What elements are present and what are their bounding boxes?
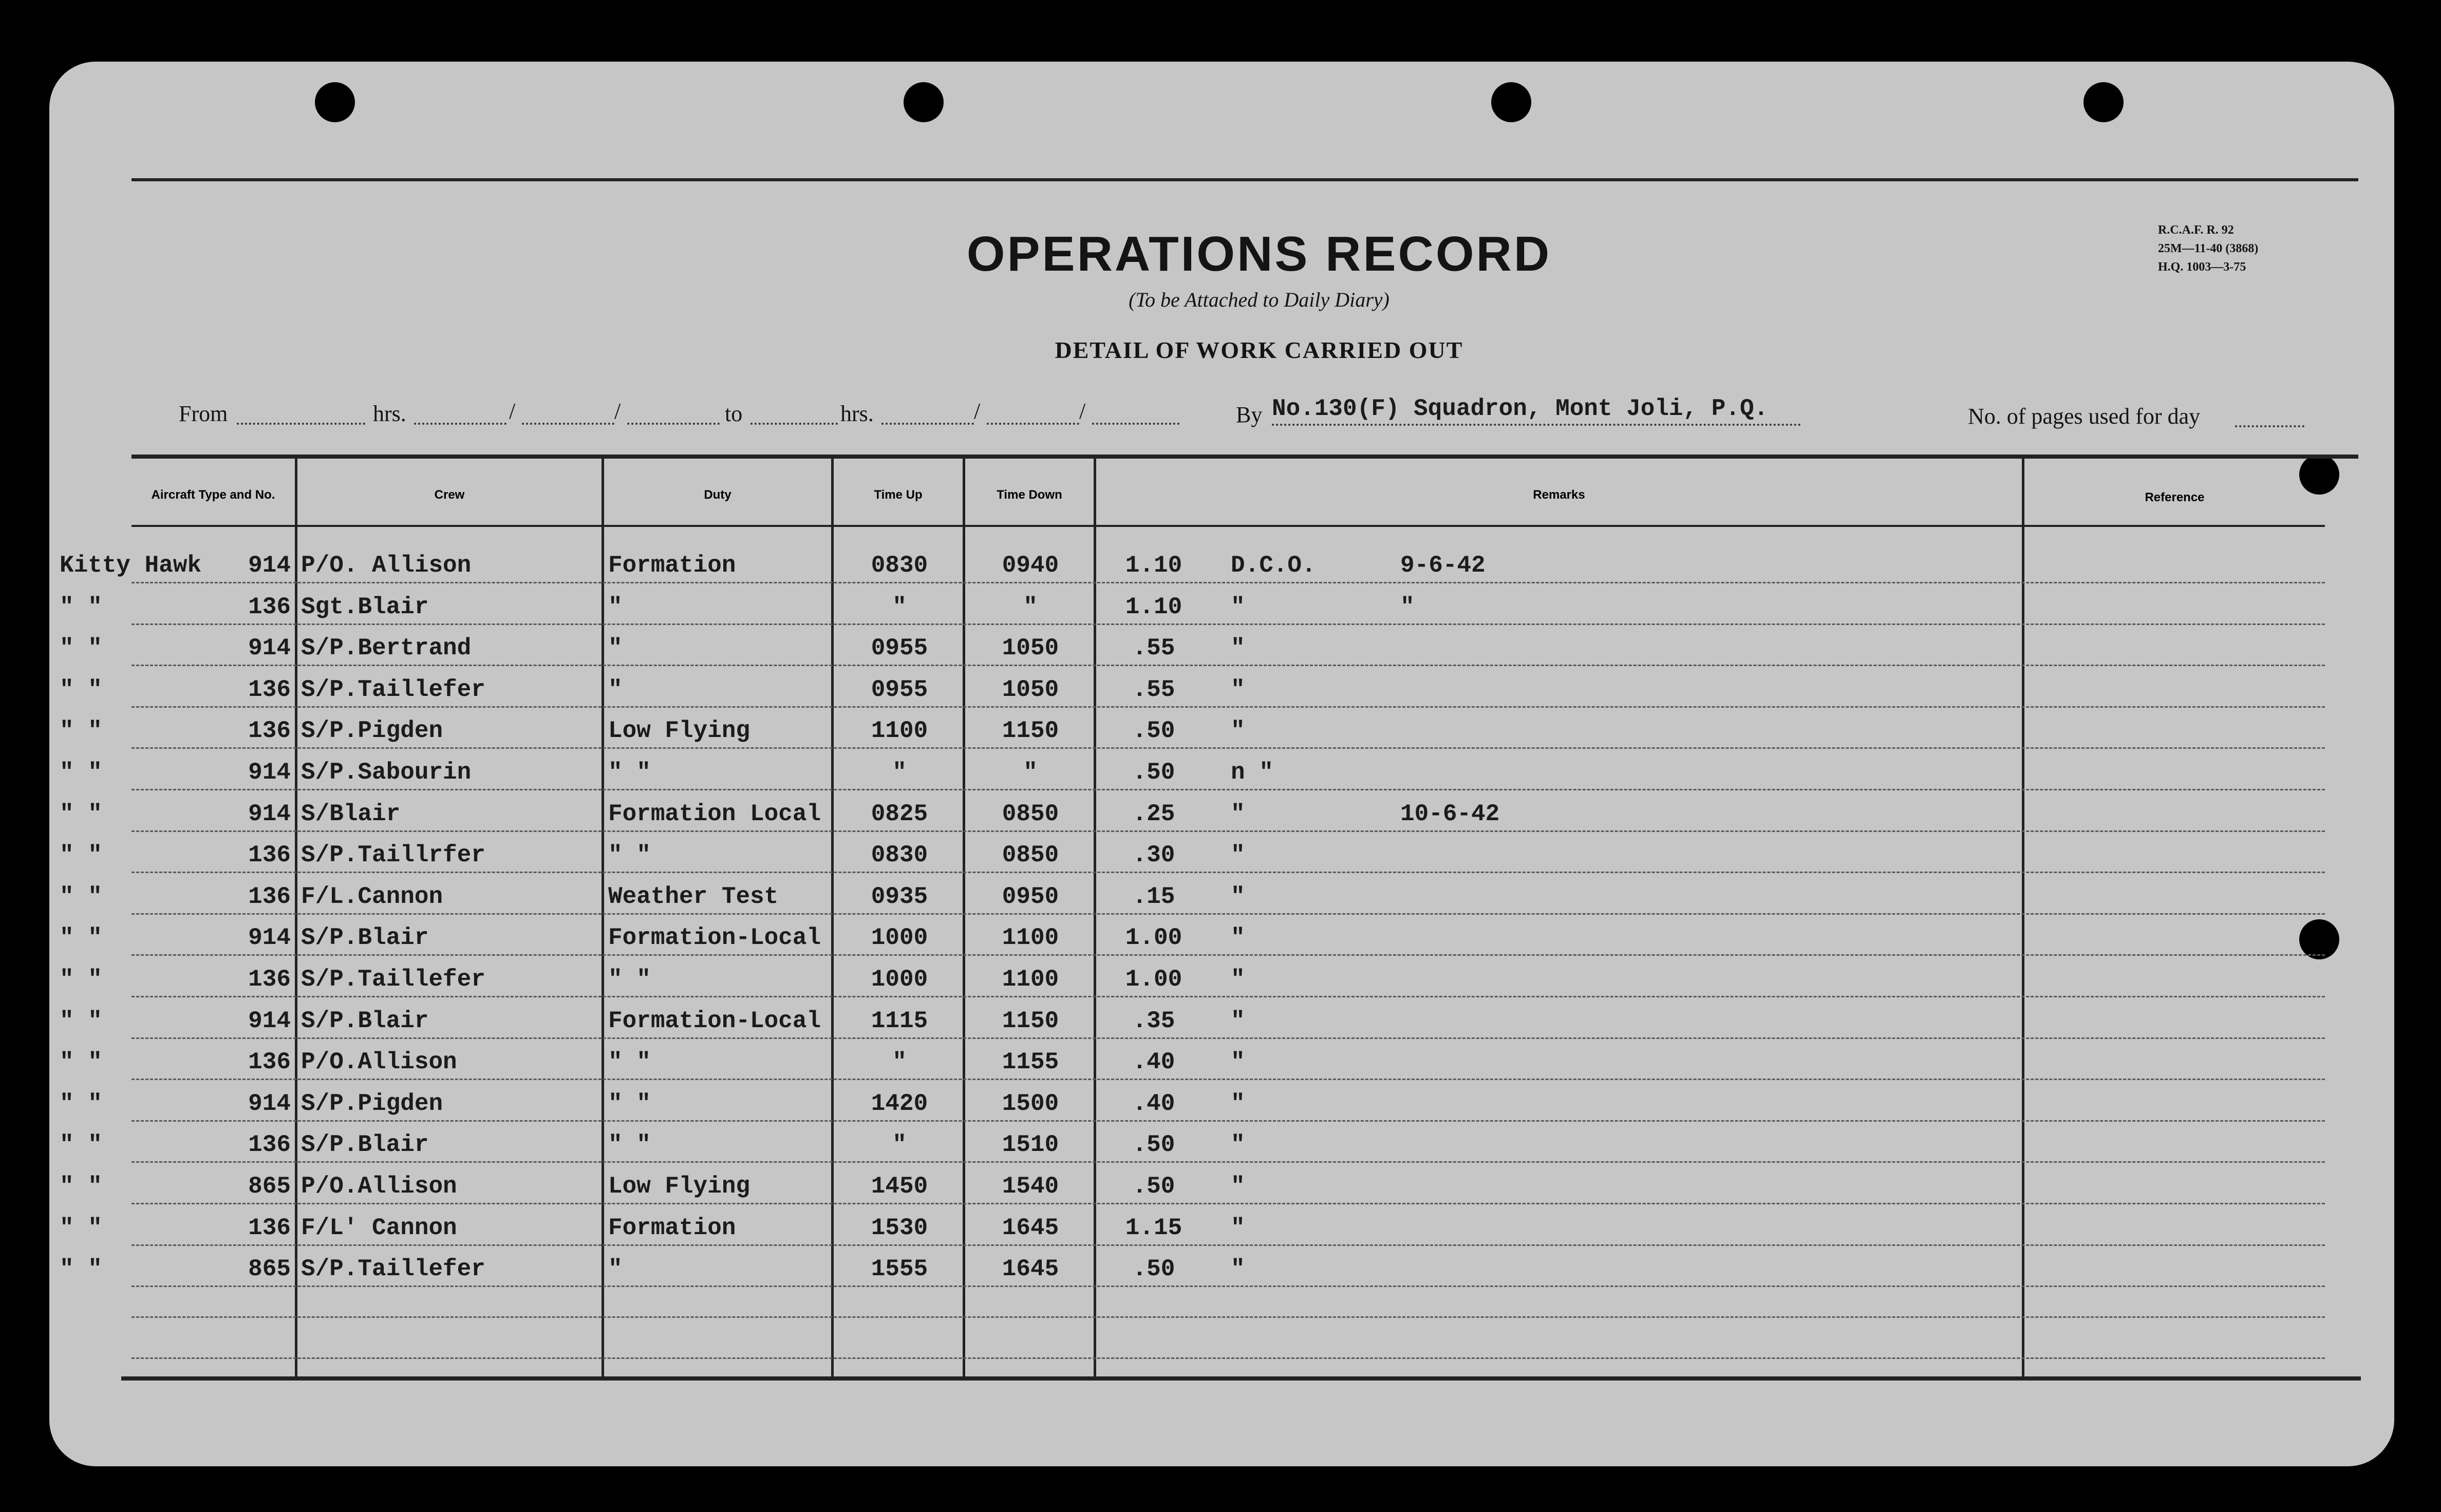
cell-down: ": [1023, 759, 1038, 786]
cell-no: 136: [248, 966, 291, 993]
cell-hrs: .50: [1132, 1173, 1175, 1200]
cell-duty: ": [608, 593, 623, 620]
cell-date: 10-6-42: [1400, 800, 1500, 827]
cell-up: 1555: [871, 1256, 928, 1283]
cell-duty: Formation-Local: [608, 924, 821, 952]
cell-type: " ": [60, 1214, 102, 1241]
punch-hole: [1491, 82, 1531, 122]
col-divider: [295, 457, 297, 1376]
cell-down: 0940: [1002, 552, 1059, 579]
cell-down: 1500: [1002, 1090, 1059, 1117]
row-rule: [132, 1079, 2325, 1080]
row-rule: [132, 1286, 2325, 1287]
row-rule: [132, 1357, 2325, 1359]
cell-hrs: .55: [1132, 635, 1175, 662]
cell-hrs: .40: [1132, 1049, 1175, 1076]
cell-type: " ": [60, 1256, 102, 1283]
cell-no: 136: [248, 593, 291, 620]
cell-down: 1100: [1002, 966, 1059, 993]
cell-remark: ": [1231, 1049, 1245, 1076]
by-label: By: [1236, 402, 1263, 427]
cell-down: 0850: [1002, 800, 1059, 827]
row-rule: [132, 1244, 2325, 1246]
cell-crew: P/O.Allison: [301, 1173, 457, 1200]
cell-no: 914: [248, 1090, 291, 1117]
cell-crew: S/Blair: [301, 800, 401, 827]
cell-no: 136: [248, 842, 291, 869]
top-rule: [132, 178, 2358, 181]
cell-remark: n ": [1231, 759, 1273, 786]
cell-up: 1530: [871, 1214, 928, 1241]
cell-remark: ": [1231, 1214, 1245, 1241]
cell-duty: " ": [608, 1090, 651, 1117]
row-rule: [132, 582, 2325, 583]
cell-hrs: .30: [1132, 842, 1175, 869]
cell-no: 136: [248, 883, 291, 910]
punch-hole: [2083, 82, 2124, 122]
cell-crew: S/P.Pigden: [301, 717, 443, 745]
cell-remark: ": [1231, 717, 1245, 745]
cell-down: 1155: [1002, 1049, 1059, 1076]
cell-remark: ": [1231, 676, 1245, 703]
cell-crew: Sgt.Blair: [301, 593, 429, 620]
row-rule: [132, 623, 2325, 625]
cell-up: ": [892, 759, 907, 786]
cell-crew: F/L' Cannon: [301, 1214, 457, 1241]
cell-duty: Low Flying: [608, 1173, 750, 1200]
cell-type: " ": [60, 800, 102, 827]
cell-down: 1510: [1002, 1131, 1059, 1159]
cell-duty: ": [608, 635, 623, 662]
cell-duty: " ": [608, 759, 651, 786]
cell-no: 865: [248, 1173, 291, 1200]
cell-down: 1645: [1002, 1214, 1059, 1241]
form-subtitle: (To be Attached to Daily Diary): [1129, 288, 1390, 311]
cell-up: 0830: [871, 842, 928, 869]
cell-hrs: 1.15: [1125, 1214, 1182, 1241]
row-rule: [132, 747, 2325, 749]
row-rule: [132, 665, 2325, 666]
squadron-value: No.130(F) Squadron, Mont Joli, P.Q.: [1272, 395, 1769, 422]
cell-type: " ": [60, 842, 102, 869]
cell-down: 0950: [1002, 883, 1059, 910]
cell-up: ": [892, 593, 907, 620]
cell-type: " ": [60, 1049, 102, 1076]
cell-remark: ": [1231, 924, 1245, 952]
from-label: From: [179, 401, 228, 426]
cell-no: 914: [248, 924, 291, 952]
cell-hrs: .35: [1132, 1007, 1175, 1034]
cell-no: 914: [248, 552, 291, 579]
cell-crew: S/P.Taillrfer: [301, 842, 485, 869]
cell-duty: " ": [608, 1049, 651, 1076]
cell-type: " ": [60, 1131, 102, 1159]
row-rule: [132, 706, 2325, 708]
cell-up: ": [892, 1131, 907, 1159]
to-hrs-label: hrs.: [840, 401, 874, 426]
cell-crew: S/P.Taillefer: [301, 676, 485, 703]
cell-up: 1000: [871, 966, 928, 993]
cell-duty: " ": [608, 842, 651, 869]
cell-up: 1115: [871, 1007, 928, 1034]
row-rule: [132, 996, 2325, 997]
cell-hrs: .50: [1132, 759, 1175, 786]
cell-hrs: 1.10: [1125, 593, 1182, 620]
cell-hrs: .25: [1132, 800, 1175, 827]
cell-down: 1645: [1002, 1256, 1059, 1283]
header-crew: Crew: [434, 488, 465, 502]
cell-no: 136: [248, 676, 291, 703]
cell-no: 914: [248, 759, 291, 786]
cell-duty: Weather Test: [608, 883, 779, 910]
cell-remark: D.C.O.: [1231, 552, 1316, 579]
cell-duty: Formation: [608, 1214, 736, 1241]
cell-crew: S/P.Blair: [301, 1131, 429, 1159]
cell-duty: Formation Local: [608, 800, 821, 827]
cell-date: ": [1400, 593, 1415, 620]
cell-no: 136: [248, 1049, 291, 1076]
row-rule: [132, 830, 2325, 832]
col-divider: [602, 457, 604, 1376]
header-time-down: Time Down: [997, 488, 1062, 502]
cell-hrs: 1.10: [1125, 552, 1182, 579]
header-bottom-rule: [132, 525, 2325, 527]
cell-hrs: .50: [1132, 1256, 1175, 1283]
cell-crew: S/P.Sabourin: [301, 759, 472, 786]
cell-type: " ": [60, 883, 102, 910]
cell-remark: ": [1231, 593, 1245, 620]
cell-type: " ": [60, 924, 102, 952]
cell-remark: ": [1231, 800, 1245, 827]
header-duty: Duty: [704, 488, 731, 502]
cell-type: " ": [60, 966, 102, 993]
cell-crew: P/O. Allison: [301, 552, 472, 579]
punch-hole: [2299, 919, 2339, 959]
row-rule: [132, 1037, 2325, 1039]
cell-no: 865: [248, 1256, 291, 1283]
punch-hole: [2299, 455, 2339, 495]
cell-hrs: 1.00: [1125, 966, 1182, 993]
table-bottom-rule: [121, 1376, 2361, 1381]
cell-no: 136: [248, 1214, 291, 1241]
row-rule: [132, 1120, 2325, 1122]
cell-hrs: .50: [1132, 1131, 1175, 1159]
cell-down: 1150: [1002, 1007, 1059, 1034]
cell-down: 1540: [1002, 1173, 1059, 1200]
from-hrs-label: hrs.: [373, 401, 406, 426]
cell-remark: ": [1231, 1007, 1245, 1034]
row-rule: [132, 789, 2325, 790]
cell-remark: ": [1231, 883, 1245, 910]
cell-duty: ": [608, 676, 623, 703]
cell-remark: ": [1231, 635, 1245, 662]
cell-down: 1150: [1002, 717, 1059, 745]
cell-duty: Low Flying: [608, 717, 750, 745]
header-time-up: Time Up: [874, 488, 923, 502]
cell-duty: ": [608, 1256, 623, 1283]
cell-crew: S/P.Pigden: [301, 1090, 443, 1117]
cell-type: " ": [60, 1090, 102, 1117]
cell-type: Kitty Hawk: [60, 552, 202, 579]
cell-crew: P/O.Allison: [301, 1049, 457, 1076]
cell-no: 914: [248, 635, 291, 662]
cell-up: 1450: [871, 1173, 928, 1200]
cell-up: 1420: [871, 1090, 928, 1117]
cell-date: 9-6-42: [1400, 552, 1486, 579]
row-rule: [132, 872, 2325, 873]
row-rule: [132, 913, 2325, 915]
cell-remark: ": [1231, 1090, 1245, 1117]
cell-hrs: 1.00: [1125, 924, 1182, 952]
form-title: OPERATIONS RECORD: [966, 226, 1552, 281]
cell-no: 136: [248, 717, 291, 745]
cell-type: " ": [60, 759, 102, 786]
cell-up: ": [892, 1049, 907, 1076]
cell-remark: ": [1231, 842, 1245, 869]
cell-no: 914: [248, 800, 291, 827]
punch-hole: [315, 82, 355, 122]
header-reference: Reference: [2145, 490, 2205, 504]
cell-up: 0830: [871, 552, 928, 579]
cell-up: 0955: [871, 676, 928, 703]
form-stamp: R.C.A.F. R. 92 25M—11-40 (3868) H.Q. 1003—3-75: [2158, 223, 2259, 274]
row-rule: [132, 1161, 2325, 1163]
to-label: to: [725, 401, 743, 426]
cell-type: " ": [60, 1173, 102, 1200]
cell-crew: S/P.Taillefer: [301, 966, 485, 993]
row-rule: [132, 954, 2325, 956]
cell-remark: ": [1231, 966, 1245, 993]
cell-up: 0825: [871, 800, 928, 827]
pages-label: No. of pages used for day: [1968, 404, 2201, 429]
header-remarks: Remarks: [1533, 488, 1585, 502]
cell-crew: S/P.Blair: [301, 924, 429, 952]
row-rule: [132, 1203, 2325, 1204]
cell-type: " ": [60, 717, 102, 745]
cell-remark: ": [1231, 1173, 1245, 1200]
row-rule: [132, 1316, 2325, 1318]
cell-crew: S/P.Taillefer: [301, 1256, 485, 1283]
cell-crew: F/L.Cannon: [301, 883, 443, 910]
cell-type: " ": [60, 635, 102, 662]
cell-hrs: .55: [1132, 676, 1175, 703]
cell-type: " ": [60, 593, 102, 620]
cell-down: 1050: [1002, 635, 1059, 662]
header-aircraft: Aircraft Type and No.: [151, 488, 275, 502]
cell-type: " ": [60, 676, 102, 703]
cell-crew: S/P.Blair: [301, 1007, 429, 1034]
cell-remark: ": [1231, 1256, 1245, 1283]
cell-duty: " ": [608, 966, 651, 993]
cell-up: 1100: [871, 717, 928, 745]
cell-duty: Formation-Local: [608, 1007, 821, 1034]
col-divider: [2022, 457, 2024, 1376]
cell-hrs: .50: [1132, 717, 1175, 745]
form-heading: DETAIL OF WORK CARRIED OUT: [1055, 337, 1463, 363]
cell-no: 914: [248, 1007, 291, 1034]
cell-down: 0850: [1002, 842, 1059, 869]
cell-hrs: .15: [1132, 883, 1175, 910]
cell-down: 1100: [1002, 924, 1059, 952]
cell-no: 136: [248, 1131, 291, 1159]
cell-duty: " ": [608, 1131, 651, 1159]
operations-record-card: OPERATIONS RECORD (To be Attached to Daily Diary) DETAIL OF WORK CARRIED OUT R.C.A.F. R. 92 25M—11-40 (3868) H.Q. 1003—3-75 From hrs. / / to hrs. / / By No.130(F) Squadron, Mont Joli, P.Q. No. of pages used for day Aircraft Type and No. Crew Duty Time Up Time Down Remarks Reference Kitty Hawk 914 P/O. Allison Formation 0830 0940 1.10 D.C.O. 9-6-42 " " 136 Sgt.Blair " " " 1.10 " " " " 914 S/P.Bertrand " 0955 1050 .55 " " " 136 S/P.Taillefer " 0955 1050 .55 " " " 136 S/P.Pigden Low Flying 1100 1150 .50 " " " 914 S/P.Sabourin " " " " .50 n " " " 914 S/Blair Formation Local 0825 0850 .25 " 10-6-42 " " 136 S/P.Taillrfer " " 0830 0850 .30 " " " 136 F/L.Cannon Weather Test 0935 0950 .15 " " " 914 S/P.Blair Formation-Local 1000 1100 1.00 " " " 136 S/P.Taillefer " " 1000 1100 1.00 " " " 914 S/P.Blair Formation-Local 1115 1150 .35 " " " 136 P/O.Allison " " " 1155 .40 " " " 914 S/P.Pigden " " 1420 1500 .40 " " " 136 S/P.Blair " " " 1510 .50 " " " 865 P/O.Allison Low Flying 1450 1540 .50 " " " 136 F/L' Cannon Formation 1530 1645 1.15 " " " 865 S/P.Taillefer " 1555 1645 .50 ": [49, 62, 2394, 1466]
cell-up: 0955: [871, 635, 928, 662]
cell-duty: Formation: [608, 552, 736, 579]
cell-down: ": [1023, 593, 1038, 620]
cell-up: 1000: [871, 924, 928, 952]
punch-hole: [904, 82, 944, 122]
cell-type: " ": [60, 1007, 102, 1034]
cell-up: 0935: [871, 883, 928, 910]
cell-hrs: .40: [1132, 1090, 1175, 1117]
cell-remark: ": [1231, 1131, 1245, 1159]
cell-crew: S/P.Bertrand: [301, 635, 472, 662]
cell-down: 1050: [1002, 676, 1059, 703]
